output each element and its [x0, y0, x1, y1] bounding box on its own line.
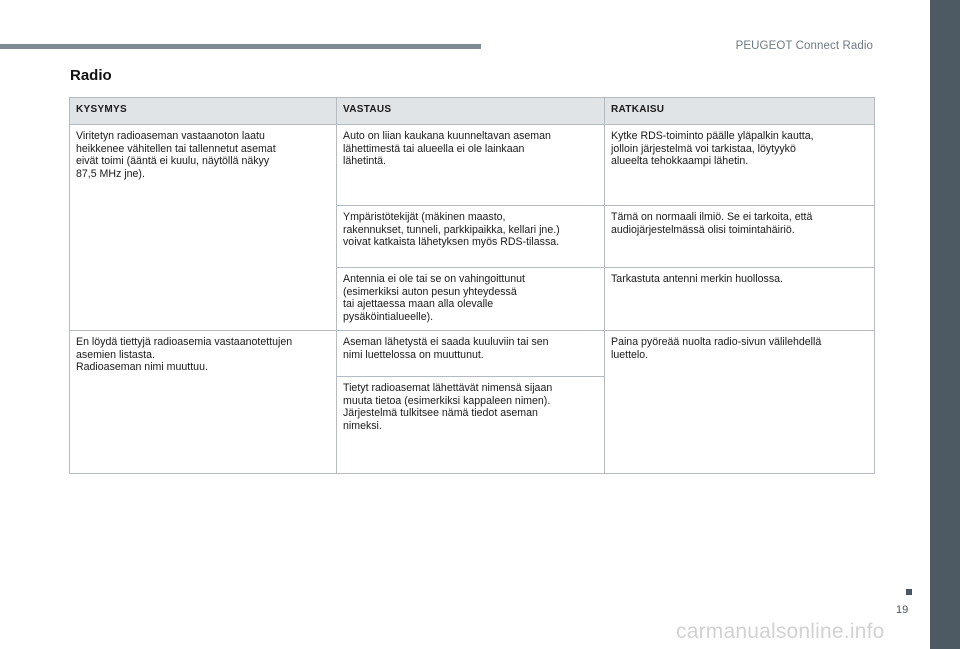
- answer-text: Aseman lähetystä ei saada kuuluviin tai sen nimi luettelossa on muuttunut.: [343, 336, 549, 361]
- solution-cell: [605, 331, 875, 474]
- question-text: En löydä tiettyjä radioasemia vastaanotettujen asemien listasta. Radioaseman nimi muuttuu.: [76, 336, 293, 373]
- section-title: Radio: [70, 67, 112, 84]
- table-row: [70, 331, 875, 377]
- solution-cell: [605, 125, 875, 206]
- watermark: carmanualsonline.info: [676, 620, 885, 643]
- answer-cell: [337, 206, 605, 268]
- solution-text: Kytke RDS-toiminto päälle yläpalkin kautta, jolloin järjestelmä voi tarkistaa, löytyykö alueelta tehokkaampi lähetin.: [611, 130, 814, 167]
- table-header-row: [70, 98, 875, 125]
- solution-text: Tarkastuta antenni merkin huollossa.: [611, 273, 783, 285]
- table-row: [70, 125, 875, 206]
- faq-table: [69, 97, 875, 474]
- answer-text: Ympäristötekijät (mäkinen maasto, rakennukset, tunneli, parkkipaikka, kellari jne.) voivat katkaista lähetyksen myös RDS-tilassa.: [343, 211, 560, 248]
- answer-cell: [337, 268, 605, 331]
- question-text: Viritetyn radioaseman vastaanoton laatu heikkenee vähitellen tai tallennetut asemat eivät toimi (ääntä ei kuulu, näytöllä näkyy 87,5 MHz jne).: [76, 130, 276, 180]
- solution-cell: [605, 268, 875, 331]
- header-title: PEUGEOT Connect Radio: [735, 40, 873, 52]
- solution-cell: [605, 206, 875, 268]
- solution-text: Paina pyöreää nuolta radio-sivun välilehdellä luettelo.: [611, 336, 822, 361]
- answer-text: Tietyt radioasemat lähettävät nimensä sijaan muuta tietoa (esimerkiksi kappaleen nimen). Järjestelmä tulkitsee nämä tiedot aseman nimeksi.: [343, 382, 553, 432]
- answer-cell: [337, 377, 605, 474]
- answer-text: Antennia ei ole tai se on vahingoittunut (esimerkiksi auton pesun yhteydessä tai ajettaessa maan alla olevalle pysäköintialueelle).: [343, 273, 525, 323]
- page-number: 19: [896, 604, 909, 616]
- column-header-question: KYSYMYS: [70, 98, 337, 125]
- answer-cell: [337, 125, 605, 206]
- answer-text: Auto on liian kaukana kuunneltavan aseman lähettimestä tai alueella ei ole lainkaan lähetintä.: [343, 130, 551, 167]
- solution-text: Tämä on normaali ilmiö. Se ei tarkoita, että audiojärjestelmässä olisi toimintahäiriö.: [611, 211, 813, 236]
- page-marker: [906, 589, 912, 595]
- question-cell: [70, 331, 337, 474]
- header-bar: [0, 44, 481, 49]
- side-strip: [930, 0, 960, 649]
- column-header-answer: VASTAUS: [337, 98, 605, 125]
- answer-cell: [337, 331, 605, 377]
- column-header-solution: RATKAISU: [605, 98, 875, 125]
- question-cell: [70, 125, 337, 331]
